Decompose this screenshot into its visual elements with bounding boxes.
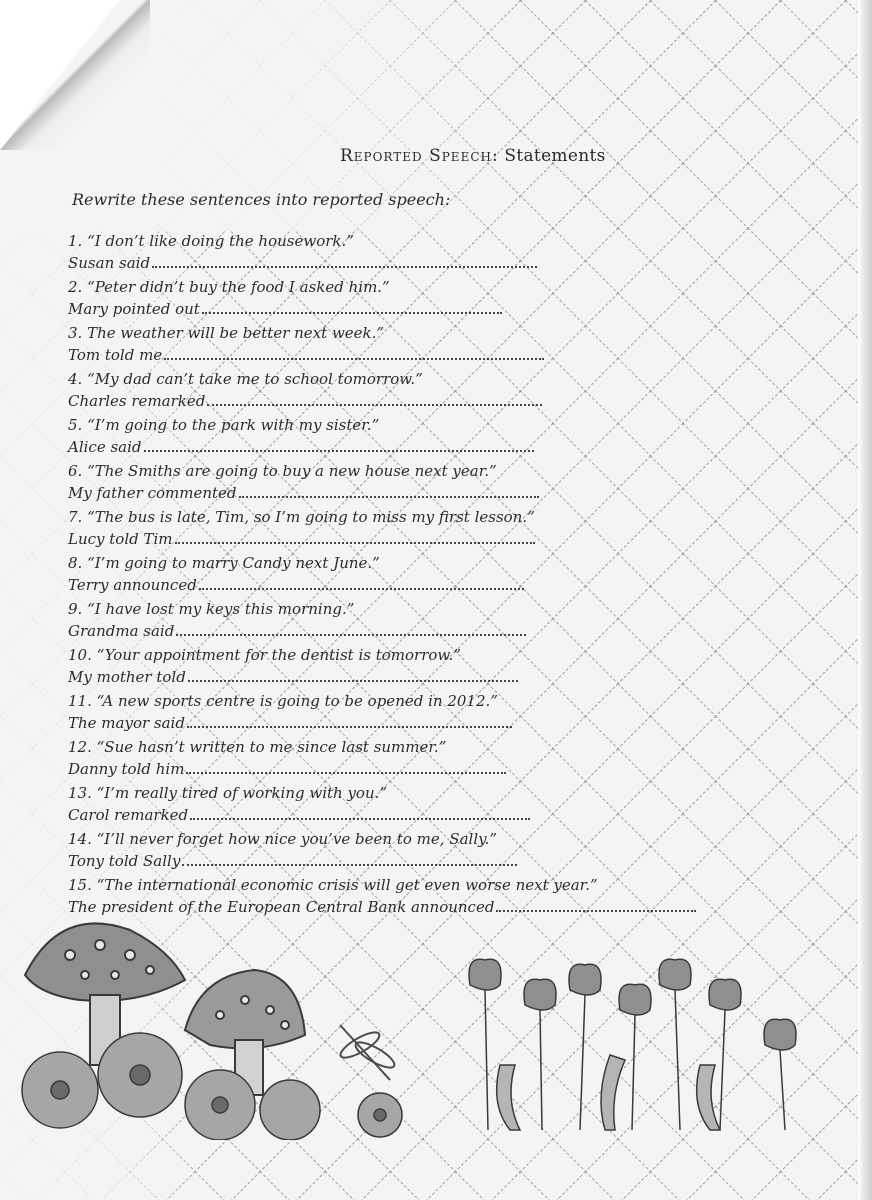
exercise-item — [64, 784, 784, 830]
answer-lead: Grandma said — [68, 622, 175, 640]
exercise-item — [64, 462, 784, 508]
answer-lead: Mary pointed out — [68, 300, 200, 318]
answer-line[interactable] — [68, 852, 517, 870]
answer-line[interactable] — [68, 530, 535, 548]
answer-blank[interactable] — [144, 440, 534, 452]
exercise-item — [64, 324, 784, 370]
title-main: Reported Speech: — [340, 146, 499, 166]
exercise-quote: 3. The weather will be better next week.” — [68, 324, 385, 342]
answer-lead: The mayor said — [68, 714, 185, 732]
answer-lead: Lucy told Tim — [68, 530, 173, 548]
tulips-icon — [469, 959, 796, 1130]
exercise-quote: 13. “I’m really tired of working with you.” — [68, 784, 388, 802]
answer-blank[interactable] — [202, 302, 502, 314]
answer-line[interactable] — [68, 668, 518, 686]
answer-line[interactable] — [68, 714, 512, 732]
answer-lead: Tony told Sally — [68, 852, 181, 870]
exercise-item — [64, 370, 784, 416]
answer-line[interactable] — [68, 438, 534, 456]
answer-line[interactable] — [68, 392, 542, 410]
answer-blank[interactable] — [199, 578, 524, 590]
exercise-item — [64, 646, 784, 692]
exercise-item — [64, 508, 784, 554]
answer-line[interactable] — [68, 346, 544, 364]
answer-blank[interactable] — [164, 348, 544, 360]
answer-lead: My mother told — [68, 668, 186, 686]
answer-line[interactable] — [68, 254, 537, 272]
exercise-quote: 2. “Peter didn’t buy the food I asked him.” — [68, 278, 390, 296]
dragonfly-icon — [337, 1025, 397, 1080]
answer-line[interactable] — [68, 484, 539, 502]
flower-small-icon — [358, 1093, 402, 1137]
garden-illustration — [20, 915, 820, 1140]
answer-lead: Danny told him — [68, 760, 185, 778]
exercise-quote: 9. “I have lost my keys this morning.” — [68, 600, 355, 618]
exercise-item — [64, 554, 784, 600]
answer-blank[interactable] — [496, 900, 696, 912]
exercise-quote: 5. “I’m going to the park with my sister.” — [68, 416, 380, 434]
answer-blank[interactable] — [188, 670, 518, 682]
answer-lead: My father commented — [68, 484, 237, 502]
exercise-quote: 4. “My dad can’t take me to school tomorrow.” — [68, 370, 423, 388]
exercise-item — [64, 600, 784, 646]
answer-blank[interactable] — [186, 762, 506, 774]
exercise-item — [64, 692, 784, 738]
instructions: Rewrite these sentences into reported speech: — [72, 190, 451, 209]
exercise-quote: 1. “I don’t like doing the housework.” — [68, 232, 354, 250]
exercise-item — [64, 278, 784, 324]
answer-blank[interactable] — [176, 624, 526, 636]
answer-lead: Alice said — [68, 438, 142, 456]
answer-blank[interactable] — [207, 394, 542, 406]
answer-blank[interactable] — [152, 256, 537, 268]
answer-lead: Terry announced — [68, 576, 197, 594]
exercise-item — [64, 738, 784, 784]
exercise-quote: 8. “I’m going to marry Candy next June.” — [68, 554, 380, 572]
exercise-quote: 14. “I’ll never forget how nice you’ve been to me, Sally.” — [68, 830, 498, 848]
answer-lead: Charles remarked — [68, 392, 206, 410]
exercise-quote: 12. “Sue hasn’t written to me since last summer.” — [68, 738, 447, 756]
exercise-quote: 10. “Your appointment for the dentist is tomorrow.” — [68, 646, 461, 664]
exercise-list — [64, 232, 784, 922]
title-sub: Statements — [504, 146, 606, 166]
answer-line[interactable] — [68, 622, 526, 640]
exercise-quote: 7. “The bus is late, Tim, so I’m going to miss my first lesson.” — [68, 508, 535, 526]
answer-blank[interactable] — [182, 854, 517, 866]
answer-line[interactable] — [68, 576, 524, 594]
answer-line[interactable] — [68, 806, 530, 824]
exercise-quote: 6. “The Smiths are going to buy a new house next year.” — [68, 462, 497, 480]
exercise-item — [64, 232, 784, 278]
exercise-quote: 15. “The international economic crisis will get even worse next year.” — [68, 876, 598, 894]
answer-line[interactable] — [68, 898, 696, 916]
page-title — [340, 146, 606, 166]
answer-lead: Tom told me — [68, 346, 163, 364]
answer-line[interactable] — [68, 300, 502, 318]
answer-line[interactable] — [68, 760, 506, 778]
answer-blank[interactable] — [239, 486, 539, 498]
answer-lead: Susan said — [68, 254, 151, 272]
exercise-quote: 11. “A new sports centre is going to be opened in 2012.” — [68, 692, 498, 710]
answer-lead: The president of the European Central Bank announced — [68, 898, 495, 916]
answer-blank[interactable] — [190, 808, 530, 820]
exercise-item — [64, 830, 784, 876]
answer-blank[interactable] — [175, 532, 535, 544]
answer-lead: Carol remarked — [68, 806, 189, 824]
exercise-item — [64, 416, 784, 462]
flower-cluster-icon — [22, 1033, 320, 1140]
answer-blank[interactable] — [187, 716, 512, 728]
